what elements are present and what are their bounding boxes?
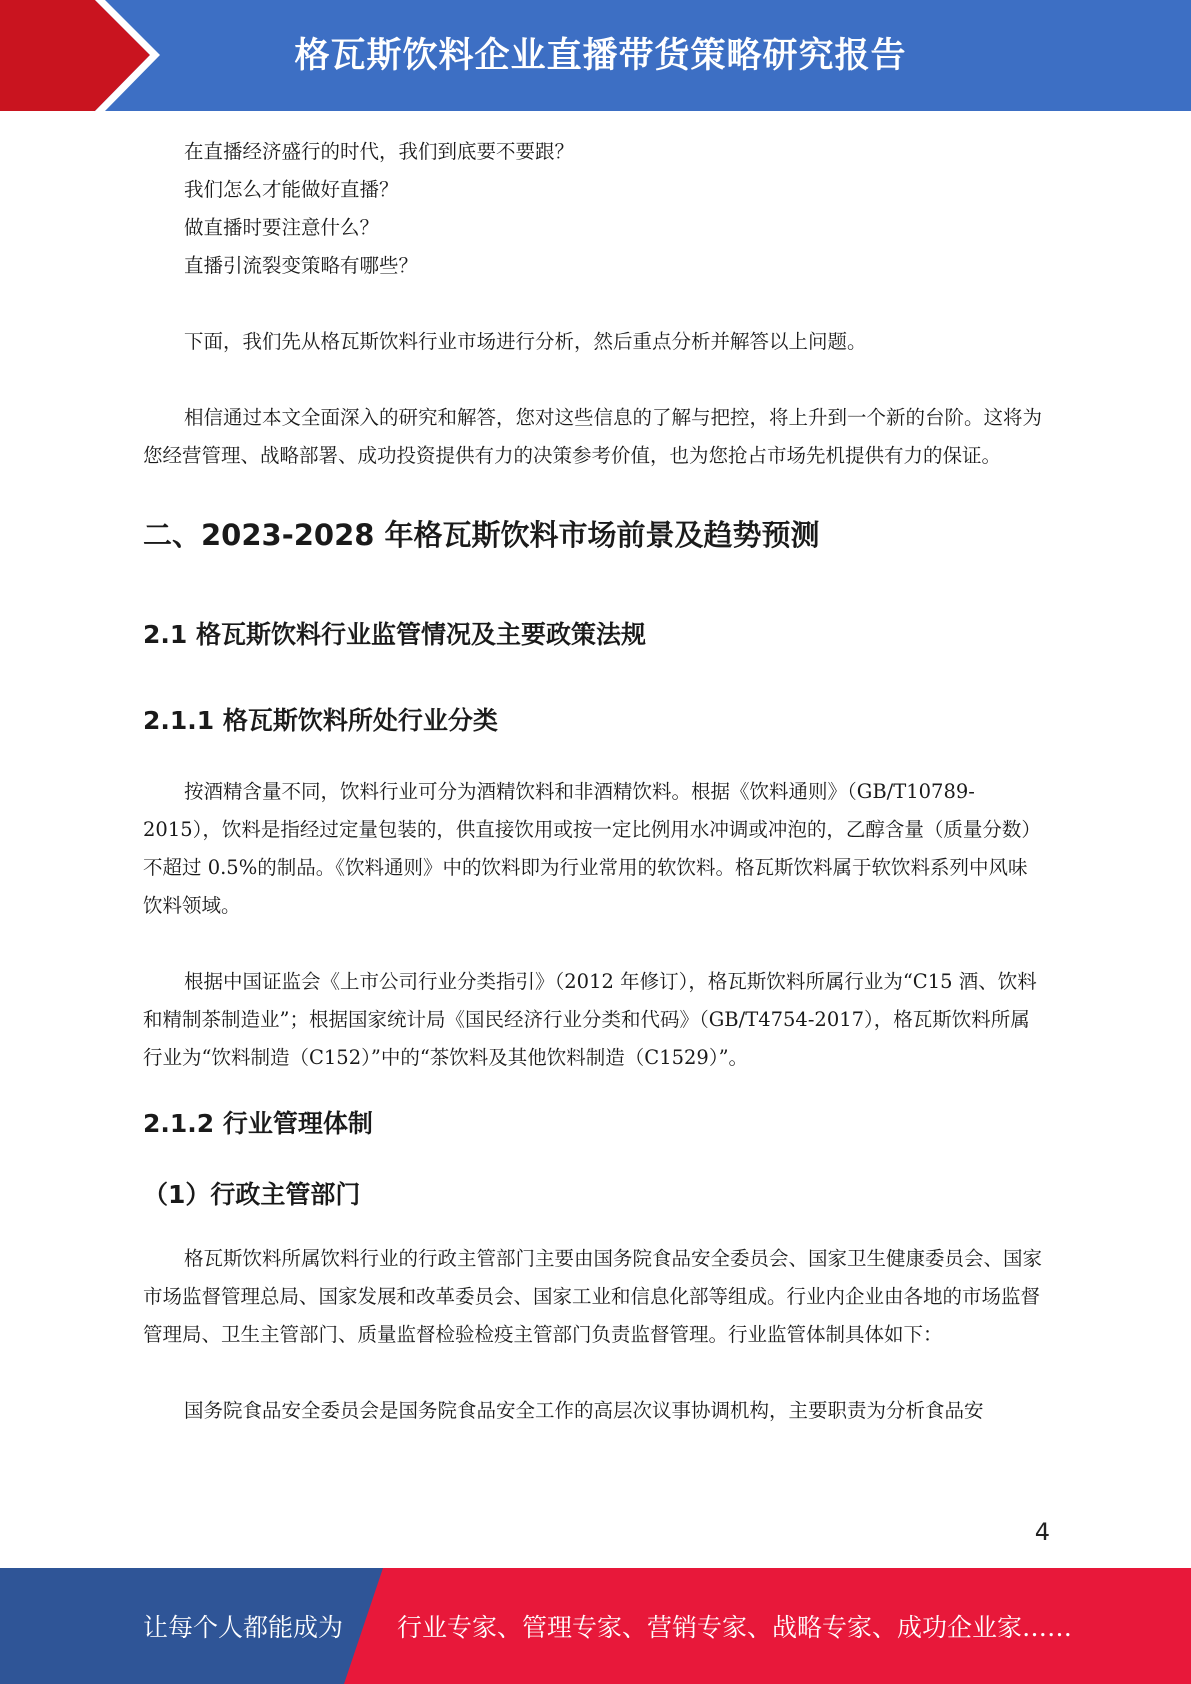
intro-paragraph-2: 相信通过本文全面深入的研究和解答，您对这些信息的了解与把控，将上升到一个新的台阶。这将为您经营管理、战略部署、成功投资提供有力的决策参考价值，也为您抢占市场先机提供有力的保证。 [143, 406, 1043, 467]
page-content [143, 133, 1046, 1430]
footer-slogan-left: 让每个人都能成为 [143, 1613, 344, 1642]
subsection-administrative-departments: （1）行政主管部门 [143, 1180, 361, 1209]
section-2-1-1-paragraph-1: 按酒精含量不同，饮料行业可分为酒精饮料和非酒精饮料。根据《饮料通则》（GB/T10789-2015），饮料是指经过定量包装的，供直接饮用或按一定比例用水冲调或冲泡的，乙醇含量（质量分数）不超过 0.5%的制品。《饮料通则》中的饮料即为行业常用的软饮料。格瓦斯饮料属于软饮料系列中风味饮料领域。 [143, 780, 1041, 917]
section-2-1-1-heading: 2.1.1 格瓦斯饮料所处行业分类 [143, 706, 498, 735]
intro-question-1: 在直播经济盛行的时代，我们到底要不要跟？ [184, 140, 575, 163]
header-banner [0, 0, 1191, 111]
section-2-heading: 二、2023-2028 年格瓦斯饮料市场前景及趋势预测 [143, 518, 820, 552]
page-number: 4 [1034, 1518, 1050, 1546]
section-2-1-heading: 2.1 格瓦斯饮料行业监管情况及主要政策法规 [143, 620, 646, 649]
section-2-1-1-paragraph-2: 根据中国证监会《上市公司行业分类指引》（2012 年修订），格瓦斯饮料所属行业为“C15 酒、饮料和精制茶制造业”；根据国家统计局《国民经济行业分类和代码》（GB/T4754-2017），格瓦斯饮料所属行业为“饮料制造（C152）”中的“茶饮料及其他饮料制造（C1529）”。 [143, 970, 1037, 1069]
intro-question-2: 我们怎么才能做好直播？ [184, 178, 399, 201]
intro-paragraph-1: 下面，我们先从格瓦斯饮料行业市场进行分析，然后重点分析并解答以上问题。 [184, 330, 867, 353]
section-2-1-2-paragraph-1: 格瓦斯饮料所属饮料行业的行政主管部门主要由国务院食品安全委员会、国家卫生健康委员会、国家市场监督管理总局、国家发展和改革委员会、国家工业和信息化部等组成。行业内企业由各地的市场监督管理局、卫生主管部门、质量监督检验检疫主管部门负责监督管理。行业监管体制具体如下： [143, 1247, 1043, 1346]
intro-question-3: 做直播时要注意什么？ [184, 216, 380, 239]
document-title: 格瓦斯饮料企业直播带货策略研究报告 [294, 36, 907, 76]
section-2-1-2-heading: 2.1.2 行业管理体制 [143, 1109, 373, 1138]
footer-banner [0, 1568, 1191, 1684]
section-2-1-2-paragraph-2: 国务院食品安全委员会是国务院食品安全工作的高层次议事协调机构，主要职责为分析食品安 [184, 1399, 984, 1422]
footer-slogan-right: 行业专家、管理专家、营销专家、战略专家、成功企业家…… [397, 1613, 1073, 1642]
intro-question-4: 直播引流裂变策略有哪些？ [184, 254, 419, 277]
